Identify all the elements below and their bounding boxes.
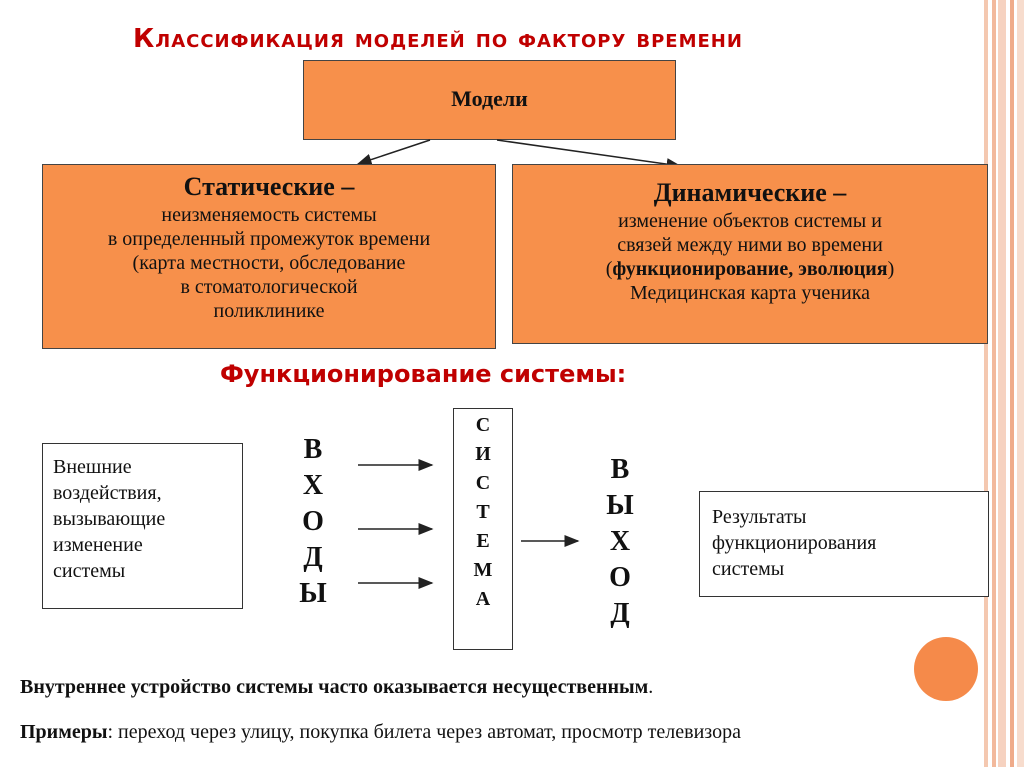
output-label	[601, 452, 639, 632]
external-line: вызывающие	[53, 508, 166, 530]
inputs-letter: Ы	[299, 578, 327, 609]
inputs-letter: В	[303, 434, 323, 465]
dynamic-heading: Динамические	[653, 178, 827, 207]
dynamic-line: Медицинская карта ученика	[629, 282, 870, 304]
inputs-label	[296, 432, 330, 612]
results-line: системы	[712, 558, 785, 580]
arrow-to-static	[358, 140, 430, 164]
decorative-circle	[914, 637, 978, 701]
system-letter: С	[475, 414, 491, 436]
models-label: Модели	[451, 86, 528, 111]
static-line: неизменяемость системы	[161, 204, 377, 226]
paren-close: )	[887, 258, 895, 280]
external-line: воздействия,	[53, 482, 162, 504]
static-box	[42, 164, 496, 349]
system-letter: С	[475, 472, 491, 494]
inputs-letter: Д	[303, 542, 323, 573]
footer-line-1	[20, 676, 653, 699]
results-line: функционирования	[712, 532, 877, 554]
footer-statement: Внутреннее устройство системы часто оказывается несущественным	[20, 676, 649, 698]
paren-open: (	[605, 258, 613, 280]
static-dash: –	[334, 172, 355, 201]
system-letter: М	[473, 559, 493, 581]
output-letter: Х	[609, 526, 631, 557]
results-line: Результаты	[712, 506, 807, 528]
external-line: изменение	[53, 534, 143, 556]
static-line: (карта местности, обследование	[132, 252, 406, 274]
dynamic-line: связей между ними во времени	[617, 234, 883, 256]
inputs-letter: О	[302, 506, 324, 537]
inputs-letter: Х	[302, 470, 324, 501]
system-letter: И	[475, 443, 491, 465]
dynamic-dash: –	[826, 178, 847, 207]
dynamic-line: изменение объектов системы и	[618, 210, 882, 232]
dynamic-examples: функционирование, эволюция	[612, 258, 888, 280]
footer-line-2	[20, 721, 741, 744]
static-heading: Статические	[183, 172, 335, 201]
arrow-to-dynamic	[497, 140, 680, 166]
static-line: в определенный промежуток времени	[107, 228, 431, 250]
external-line: Внешние	[53, 456, 132, 478]
section-subtitle: Функционирование системы:	[220, 360, 627, 388]
output-letter: О	[609, 562, 631, 593]
system-letter: Е	[476, 530, 490, 552]
dynamic-box	[512, 164, 988, 344]
static-line: в стоматологической	[180, 276, 358, 298]
external-line: системы	[53, 560, 126, 582]
examples-label: Примеры	[20, 721, 108, 743]
footer-period: .	[648, 676, 654, 698]
output-letter: В	[610, 454, 630, 485]
static-line: поликлинике	[213, 300, 325, 322]
external-influences-box	[42, 443, 243, 609]
output-letter: Д	[610, 598, 630, 629]
page-title: Классификация моделей по фактору времени	[133, 24, 743, 54]
results-box	[699, 491, 989, 597]
system-letter: А	[475, 588, 491, 610]
system-box	[453, 408, 513, 650]
examples-text: : переход через улицу, покупка билета через автомат, просмотр телевизора	[107, 721, 741, 743]
output-letter: Ы	[606, 490, 634, 521]
system-letter: Т	[476, 501, 490, 523]
